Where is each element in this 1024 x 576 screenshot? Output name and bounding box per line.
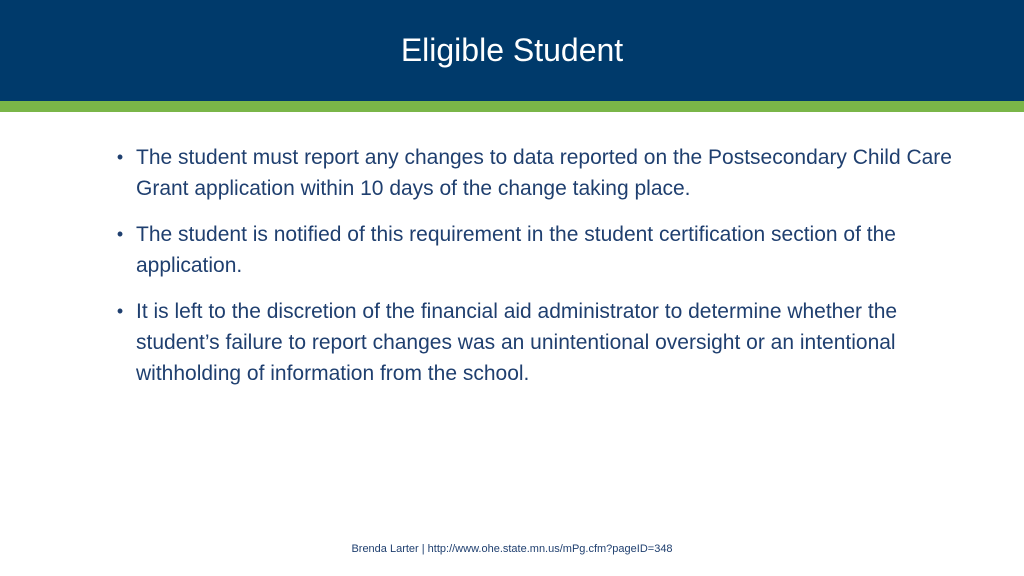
bullet-item <box>112 219 982 281</box>
slide-title: Eligible Student <box>400 32 624 68</box>
footer: Brenda Larter | http://www.ohe.state.mn.us/mPg.cfm?pageID=348 <box>351 543 673 555</box>
bullet-list <box>112 142 982 404</box>
bullet-dot-icon: • <box>116 224 124 244</box>
accent-bar <box>0 101 1024 112</box>
bullet-item <box>112 142 982 204</box>
bullet-dot-icon: • <box>116 301 124 321</box>
bullet-dot-icon: • <box>116 147 124 167</box>
bullet-text: The student must report any changes to data reported on the Postsecondary Child Care Grant application within 10 days of the change taking place. <box>136 146 952 200</box>
bullet-item <box>112 296 982 389</box>
bullet-text: The student is notified of this requirement in the student certification section of the application. <box>136 223 896 277</box>
bullet-text: It is left to the discretion of the financial aid administrator to determine whether the student’s failure to report changes was an unintentional oversight or an intentional withholding of information from the school. <box>136 300 898 385</box>
